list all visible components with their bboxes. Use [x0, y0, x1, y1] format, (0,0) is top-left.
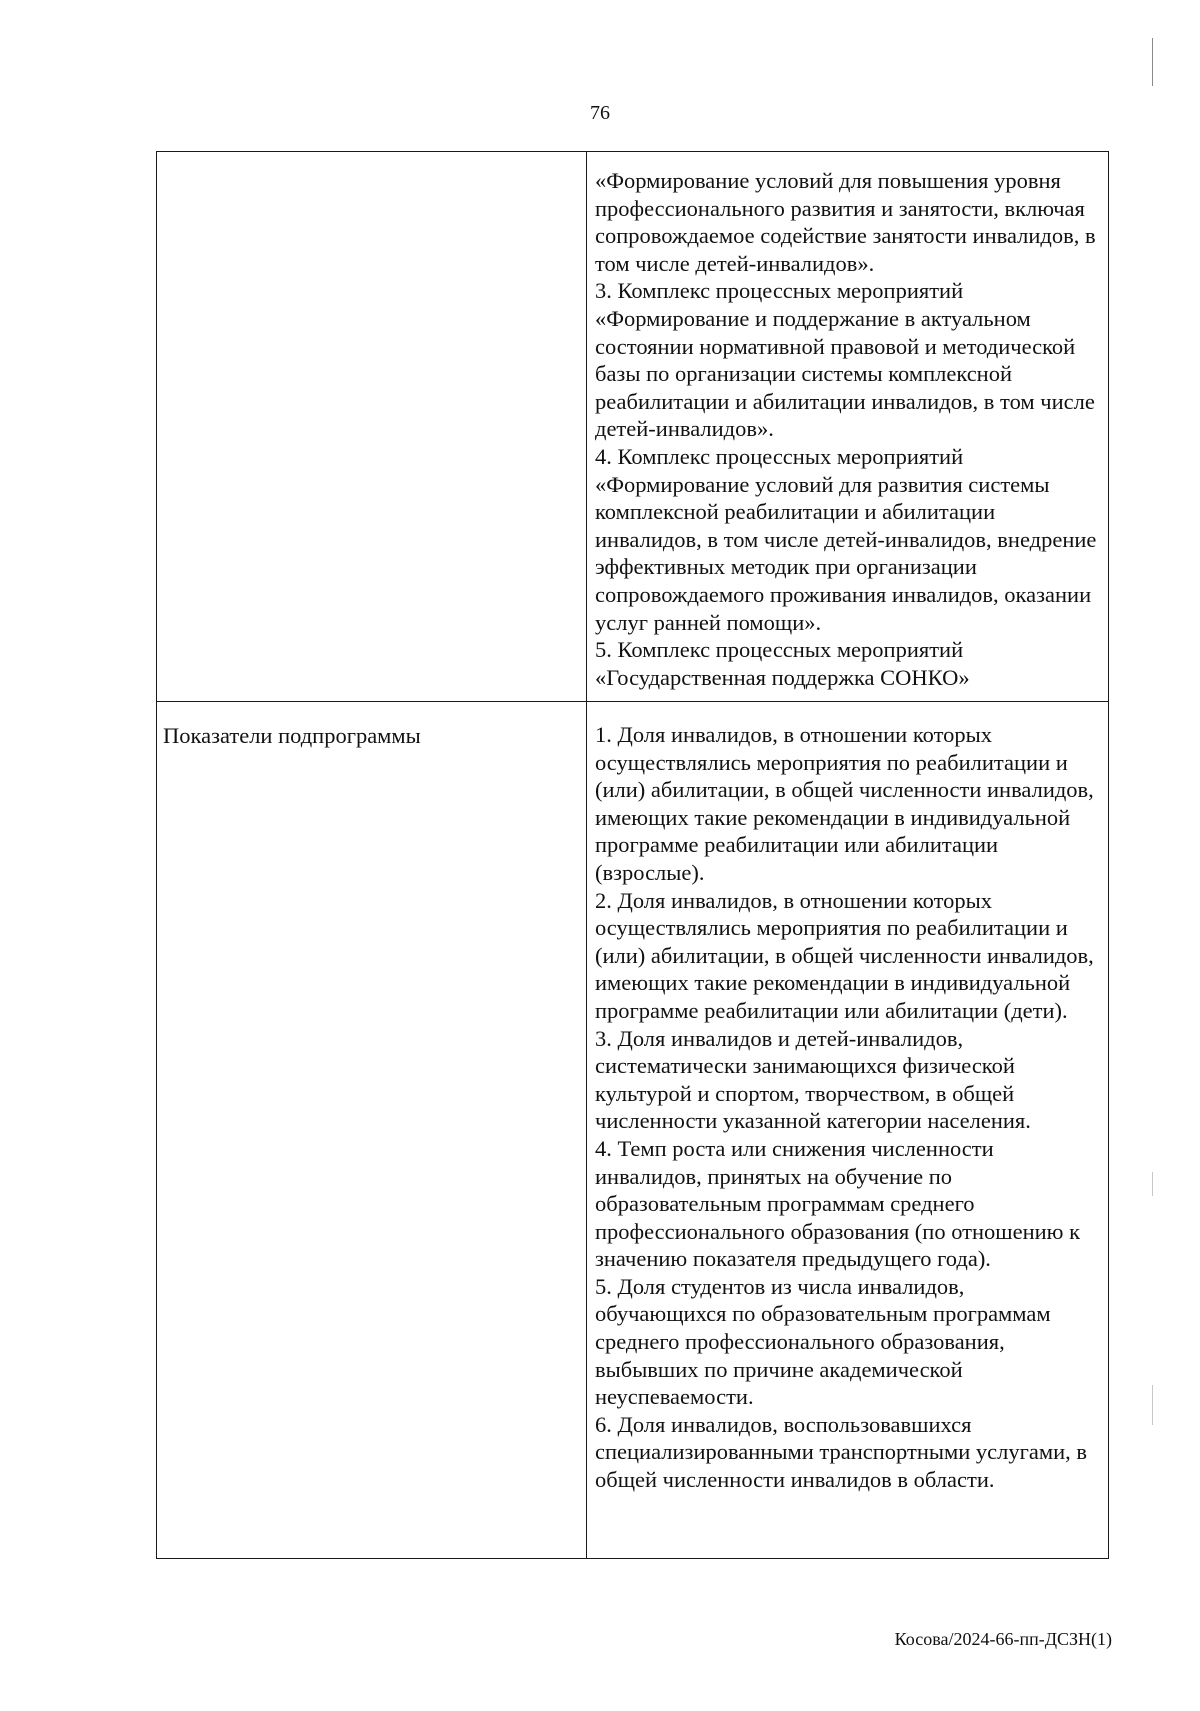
list-item: 4. Темп роста или снижения численности инвалидов, принятых на обучение по образовательным программам среднего профессионального образования (по отношению к значению показателя предыдущего года).	[595, 1135, 1081, 1272]
scan-artifact-line	[1152, 1172, 1153, 1196]
program-passport-table	[156, 151, 1109, 1559]
list-item: «Формирование условий для повышения уровня профессионального развития и занятости, включая сопровождаемое содействие занятости инвалидов, в том числе детей-инвалидов».	[595, 168, 1096, 276]
row-content	[587, 702, 1109, 1559]
table-row	[157, 152, 1109, 702]
list-item: 4. Комплекс процессных мероприятий «Формирование условий для развития системы комплексной реабилитации и абилитации инвалидов, в том числе детей-инвалидов, внедрение эффективных методик при организации сопровождаемого проживания инвалидов, оказании услуг ранней помощи».	[595, 443, 1097, 635]
list-item: 3. Комплекс процессных мероприятий «Формирование и поддержание в актуальном состоянии нормативной правовой и методической базы по организации системы комплексной реабилитации и абилитации инвалидов, в том числе детей-инвалидов».	[595, 278, 1095, 442]
list-item: 1. Доля инвалидов, в отношении которых осуществлялись мероприятия по реабилитации и (или) абилитации, в общей численности инвалидов, имеющих такие рекомендации в индивидуальной программе реабилитации или абилитации (взрослые).	[595, 722, 1094, 885]
row-label	[157, 152, 587, 702]
scan-artifact-line	[1152, 38, 1153, 86]
list-item: 5. Доля студентов из числа инвалидов, обучающихся по образовательным программам среднего профессионального образования, выбывших по причине академической неуспеваемости.	[595, 1273, 1051, 1410]
table-row	[157, 702, 1109, 1559]
footer-document-code: Косова/2024-66-пп-ДСЗН(1)	[894, 1629, 1112, 1649]
row-label: Показатели подпрограммы	[157, 702, 587, 1559]
list-item: 2. Доля инвалидов, в отношении которых осуществлялись мероприятия по реабилитации и (или) абилитации, в общей численности инвалидов, имеющих такие рекомендации в индивидуальной программе реабилитации или абилитации (дети).	[595, 887, 1094, 1023]
list-item: 3. Доля инвалидов и детей-инвалидов, систематически занимающихся физической культурой и спортом, творчеством, в общей численности указанной категории населения.	[595, 1025, 1031, 1134]
scan-artifact-line	[1152, 1385, 1153, 1425]
list-item: 5. Комплекс процессных мероприятий «Государственная поддержка СОНКО»	[595, 637, 970, 690]
row-content	[587, 152, 1109, 702]
list-item: 6. Доля инвалидов, воспользовавшихся специализированными транспортными услугами, в общей численности инвалидов в области.	[595, 1411, 1087, 1493]
page-number: 76	[590, 102, 610, 124]
